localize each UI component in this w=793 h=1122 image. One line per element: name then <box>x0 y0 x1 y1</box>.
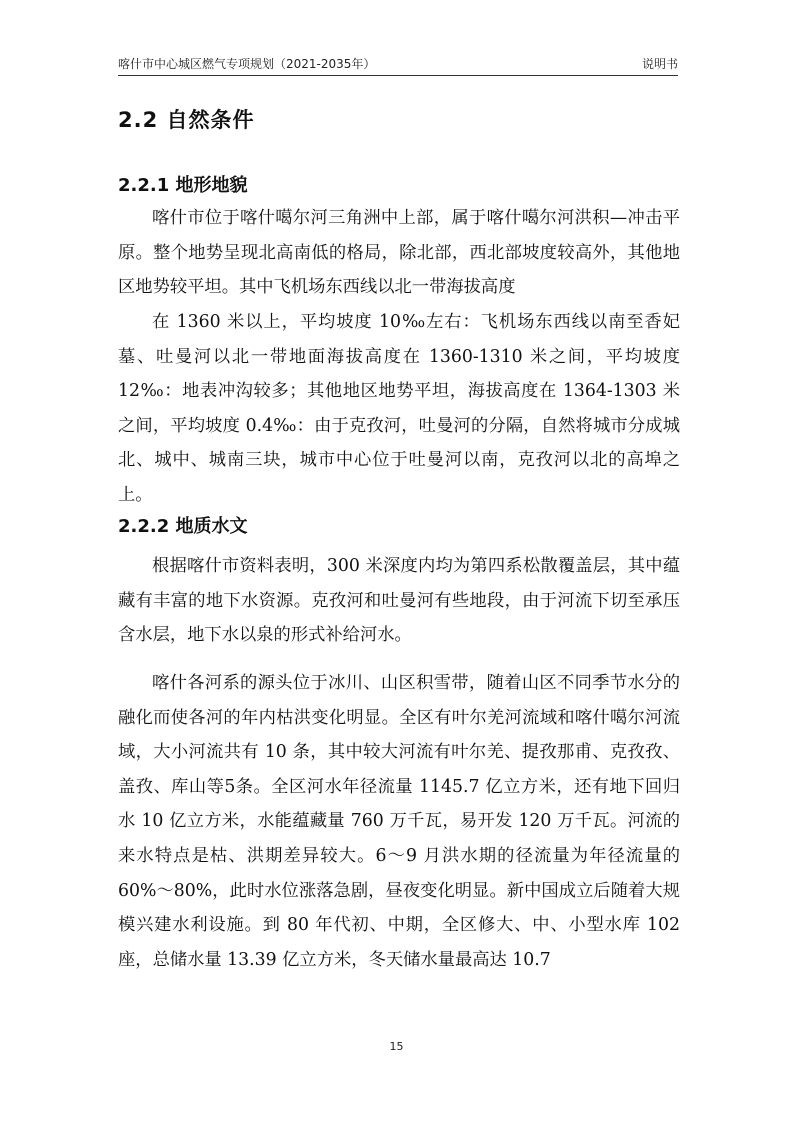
section-heading: 2.2 自然条件 <box>118 108 255 132</box>
subsection-heading-hydrology: 2.2.2 地质水文 <box>118 516 248 537</box>
header-title: 喀什市中心城区燃气专项规划（2021-2035年） <box>118 57 376 71</box>
page-number: 15 <box>389 1040 404 1053</box>
header-divider <box>118 75 678 76</box>
header-doc-type: 说明书 <box>641 57 678 71</box>
paragraph-hydrology-2: 喀什各河系的源头位于冰川、山区积雪带，随着山区不同季节水分的融化而使各河的年内枯洪变化明显。全区有叶尔羌河流域和喀什噶尔河流域，大小河流共有 10 条，其中较大河流有叶尔羌、提孜那甫、克孜孜、盖孜、库山等5条。全区河水年径流量 1145.7 亿立方米，还有地下回归水 10 亿立方米，水能蕴藏量 760 万千瓦，易开发 120 万千瓦。河流的来水特点是枯、洪期差异较大。6～9 月洪水期的径流量为年径流量的 60%～80%，此时水位涨落急剧，昼夜变化明显。新中国成立后随着大规模兴建水利设施。到 80 年代初、中期，全区修大、中、小型水库 102 座，总储水量 13.39 亿立方米，冬天储水量最高达 10.7 <box>118 673 680 970</box>
paragraph-terrain-2: 在 1360 米以上，平均坡度 10‰左右：飞机场东西线以南至香妃墓、吐曼河以北一带地面海拔高度在 1360-1310 米之间，平均坡度 12‰：地表冲沟较多；其他地区地势平坦，海拔高度在 1364-1303 米之间，平均坡度 0.4‰：由于克孜河，吐曼河的分隔，自然将城市分成城北、城中、城南三块，城市中心位于吐曼河以南，克孜河以北的高埠之上。 <box>118 312 680 505</box>
subsection-heading-terrain: 2.2.1 地形地貌 <box>118 175 248 196</box>
paragraph-hydrology-1: 根据喀什市资料表明，300 米深度内均为第四系松散覆盖层，其中蕴藏有丰富的地下水资源。克孜河和吐曼河有些地段，由于河流下切至承压含水层，地下水以泉的形式补给河水。 <box>118 556 680 646</box>
paragraph-terrain-1: 喀什市位于喀什噶尔河三角洲中上部，属于喀什噶尔河洪积—冲击平原。整个地势呈现北高南低的格局，除北部，西北部坡度较高外，其他地区地势较平坦。其中飞机场东西线以北一带海拔高度 <box>118 208 680 298</box>
page-header <box>118 52 678 74</box>
